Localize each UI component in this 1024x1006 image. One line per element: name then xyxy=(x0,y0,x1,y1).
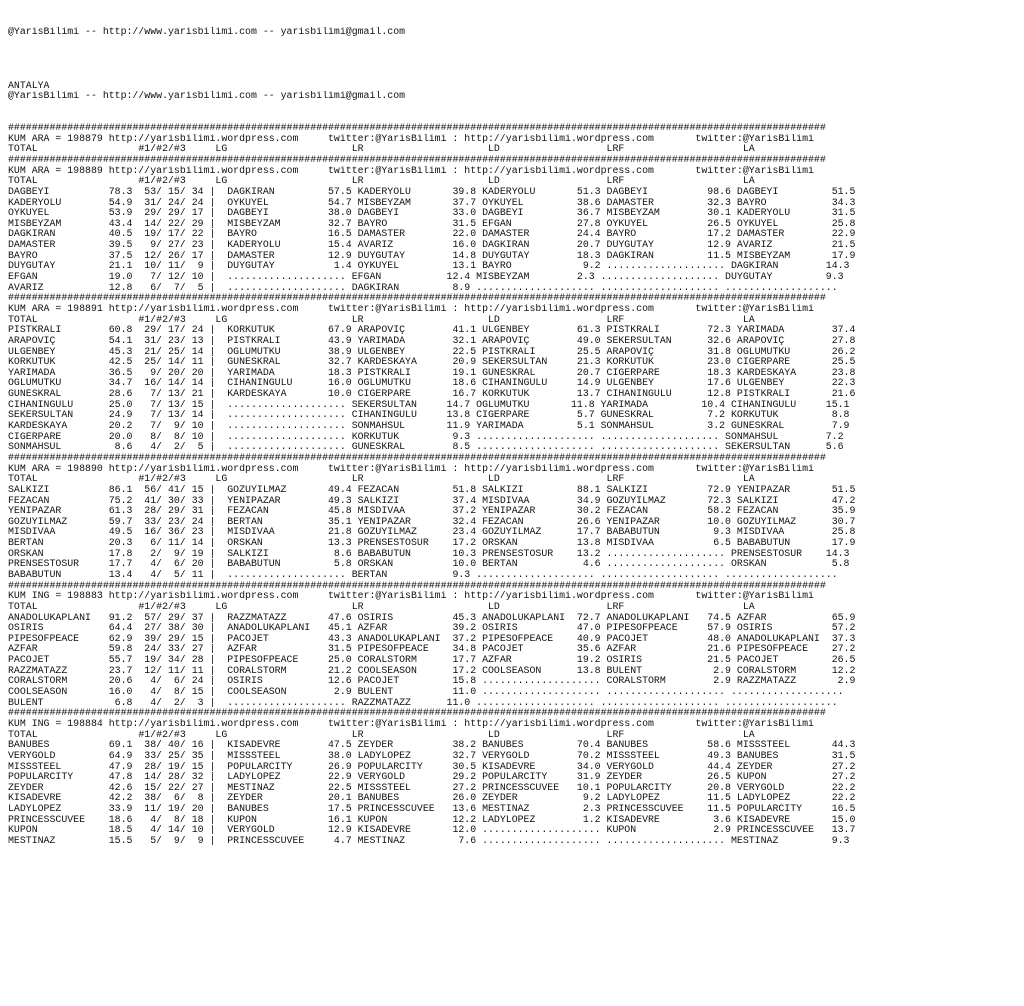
table-row: KADERYOLU 54.9 31/ 24/ 24 | ÖYKÜYEL 54.7 MISBEYZAM 37.7 ÖYKÜYEL 38.6 DAMASTER 32.3 BAYRO 34.3 xyxy=(8,197,856,208)
table-row: KARDESKAYA 20.2 7/ 9/ 10 | .................... SONMAHSÜL 11.9 YARIMADA 5.1 SONMAHSÜL 3.2 GÜNESKRAL 7.9 xyxy=(8,421,850,432)
site-credit-line: @YarisBilimi -- http://www.yarisbilimi.com -- yarisbilimi@gmail.com xyxy=(8,27,406,38)
table-row: LADYLOPEZ 33.9 11/ 19/ 20 | BANUBES 17.5 PRINCESSCUVEE 13.6 MESTINAZ 2.3 PRINCESSCUVEE 11.5 POPULARCITY 16.5 xyxy=(8,804,856,815)
document-lines xyxy=(8,27,1018,846)
site-credit-line: @YarisBilimi -- http://www.yarisbilimi.com -- yarisbilimi@gmail.com xyxy=(8,91,406,102)
table-row: ARAPOVIÇ 54.1 31/ 23/ 13 | PISTKRALI 43.9 YARIMADA 32.1 ARAPOVIÇ 49.0 SEKERSULTAN 32.6 ARAPOVIÇ 27.8 xyxy=(8,335,856,346)
table-row: PACOJET 55.7 19/ 34/ 28 | PIPESOFPEACE 25.0 CORALSTORM 17.7 AZFAR 19.2 OSIRIS 21.5 PACOJET 26.5 xyxy=(8,655,856,666)
separator-line: ########################################################################################################################################## xyxy=(8,708,826,719)
separator-line: ########################################################################################################################################## xyxy=(8,580,826,591)
separator-line: ########################################################################################################################################## xyxy=(8,293,826,304)
separator-line: ########################################################################################################################################## xyxy=(8,452,826,463)
table-row: MISBEYZAM 43.4 14/ 22/ 29 | MISBEYZAM 32.7 BAYRO 31.5 EFGAN 27.8 ÖYKÜYEL 26.5 ÖYKÜYEL 25.8 xyxy=(8,218,856,229)
table-row: ÜLGENBEY 45.3 21/ 25/ 14 | OGLUMUTKU 38.9 ÜLGENBEY 22.5 PISTKRALI 25.5 ARAPOVIÇ 31.8 OGLUMUTKU 26.2 xyxy=(8,346,856,357)
table-row: EFGAN 19.0 7/ 12/ 10 | .................... EFGAN 12.4 MISBEYZAM 2.3 .................... DUYGUTAY 9.3 xyxy=(8,272,844,283)
race-header-line: KUM ARA = 198879 http://yarisbilimi.wordpress.com twitter:@YarisBilimi : http://yarisbilimi.wordpress.com twitter:@YarisBilimi xyxy=(8,133,814,144)
blank-line xyxy=(8,112,1018,123)
table-row: PRENSESTOSUR 17.7 4/ 6/ 20 | BABABÜTÜN 5.8 ÖRSKAN 10.0 BERTAN 4.6 .................... ÖRSKAN 5.8 xyxy=(8,559,850,570)
table-row: BERTAN 20.3 6/ 11/ 14 | ÖRSKAN 13.3 PRENSESTOSUR 17.2 ÖRSKAN 13.8 MISDIVAA 6.5 BABABÜTÜN 17.9 xyxy=(8,538,856,549)
table-row: MESTINAZ 15.5 5/ 9/ 9 | PRINCESSCUVEE 4.7 MESTINAZ 7.6 .................... .................... MESTINAZ 9.3 xyxy=(8,836,850,846)
blank-line xyxy=(8,70,1018,81)
race-header-line: KUM ARA = 198891 http://yarisbilimi.wordpress.com twitter:@YarisBilimi : http://yarisbilimi.wordpress.com twitter:@YarisBilimi xyxy=(8,303,814,314)
table-row: YENIPAZAR 61.3 28/ 29/ 31 | FEZACAN 45.8 MISDIVAA 37.2 YENIPAZAR 30.2 FEZACAN 58.2 FEZACAN 35.9 xyxy=(8,506,856,517)
column-header-line: TOTAL #1/#2/#3 LG LR LD LRF LA xyxy=(8,314,755,325)
table-row: OGLUMUTKU 34.7 16/ 14/ 14 | CIHANINGÜLÜ 16.0 OGLUMUTKU 18.6 CIHANINGÜLÜ 14.9 ÜLGENBEY 17.6 ÜLGENBEY 22.3 xyxy=(8,378,856,389)
blank-line xyxy=(8,49,1018,60)
table-row: BAYRO 37.5 12/ 26/ 17 | DAMASTER 12.9 DUYGUTAY 14.8 DUYGUTAY 18.3 DAGKIRAN 11.5 MISBEYZAM 17.9 xyxy=(8,250,856,261)
race-header-line: KUM ING = 198884 http://yarisbilimi.wordpress.com twitter:@YarisBilimi : http://yarisbilimi.wordpress.com twitter:@YarisBilimi xyxy=(8,718,814,729)
table-row: PIPESOFPEACE 62.9 39/ 29/ 15 | PACOJET 43.3 ANADOLUKAPLANI 37.2 PIPESOFPEACE 40.9 PACOJET 48.0 ANADOLUKAPLANI 37.3 xyxy=(8,633,856,644)
table-row: SEKERSULTAN 24.9 7/ 13/ 14 | .................... CIHANINGÜLÜ 13.8 CIGERPARE 5.7 GÜNESKRAL 7.2 KÖRKÜTÜK 8.8 xyxy=(8,410,850,421)
table-row: PISTKRALI 60.8 29/ 17/ 24 | KÖRKÜTÜK 67.9 ARAPOVIÇ 41.1 ÜLGENBEY 61.3 PISTKRALI 72.3 YARIMADA 37.4 xyxy=(8,325,856,336)
separator-line: ########################################################################################################################################## xyxy=(8,155,826,165)
table-row: BANUBES 69.1 38/ 40/ 16 | KISADEVRE 47.5 ZEYDER 38.2 BANUBES 70.4 BANUBES 58.6 MISSSTEEL 44.3 xyxy=(8,740,856,751)
table-row: CIGERPARE 20.0 8/ 8/ 10 | .................... KÖRKÜTÜK 9.3 .................... .................... SONMAHSÜL 7.2 xyxy=(8,431,844,442)
table-row: VERYGOLD 64.9 33/ 25/ 35 | MISSSTEEL 38.0 LADYLOPEZ 32.7 VERYGOLD 70.2 MISSSTEEL 49.3 BANUBES 31.5 xyxy=(8,750,856,761)
table-row: OSIRIS 64.4 27/ 38/ 30 | ANADOLUKAPLANI 45.1 AZFAR 39.2 OSIRIS 47.0 PIPESOFPEACE 57.9 OSIRIS 57.2 xyxy=(8,623,856,634)
table-row: KÖRKÜTÜK 42.5 25/ 14/ 11 | GÜNESKRAL 32.7 KARDESKAYA 20.9 SEKERSULTAN 21.3 KÖRKÜTÜK 23.0 CIGERPARE 25.5 xyxy=(8,357,856,368)
table-row: RAZZMATAZZ 23.7 12/ 11/ 11 | CORALSTORM 21.2 COOLSEASON 17.2 COOLSEASON 13.8 BÜLENT 2.9 CORALSTORM 12.2 xyxy=(8,665,856,676)
table-row: ÖRSKAN 17.8 2/ 9/ 19 | SALKIZI 8.6 BABABÜTÜN 10.3 PRENSESTOSUR 13.2 .................... PRENSESTOSUR 14.3 xyxy=(8,548,850,559)
table-row: FEZACAN 75.2 41/ 30/ 33 | YENIPAZAR 49.3 SALKIZI 37.4 MISDIVAA 34.9 GÖZÜYILMAZ 72.3 SALKIZI 47.2 xyxy=(8,495,856,506)
table-row: SALKIZI 86.1 56/ 41/ 15 | GÖZÜYILMAZ 49.4 FEZACAN 51.8 SALKIZI 88.1 SALKIZI 72.9 YENIPAZAR 51.5 xyxy=(8,484,856,495)
table-row: BABABÜTÜN 13.4 4/ 5/ 11 | .................... BERTAN 9.3 .................... .................... ................... xyxy=(8,569,838,580)
table-row: CORALSTORM 20.6 4/ 6/ 24 | OSIRIS 12.6 PACOJET 15.8 .................... CORALSTORM 2.9 RAZZMATAZZ 2.9 xyxy=(8,676,856,687)
column-header-line: TOTAL #1/#2/#3 LG LR LD LRF LA xyxy=(8,144,755,155)
column-header-line: TOTAL #1/#2/#3 LG LR LD LRF LA xyxy=(8,474,755,485)
separator-line: ########################################################################################################################################## xyxy=(8,123,826,134)
text-document xyxy=(8,6,1018,857)
column-header-line: TOTAL #1/#2/#3 LG LR LD LRF LA xyxy=(8,601,755,612)
race-header-line: KUM ARA = 198890 http://yarisbilimi.wordpress.com twitter:@YarisBilimi : http://yarisbilimi.wordpress.com twitter:@YarisBilimi xyxy=(8,463,814,474)
table-row: KUPON 18.5 4/ 14/ 10 | VERYGOLD 12.9 KISADEVRE 12.0 .................... KUPON 2.9 PRINCESSCUVEE 13.7 xyxy=(8,825,856,836)
text-line: ANTALYA xyxy=(8,80,50,91)
blank-line xyxy=(8,38,1018,49)
table-row: AVARIZ 12.8 6/ 7/ 5 | .................... DAGKIRAN 8.9 .................... .................... ................... xyxy=(8,282,838,293)
table-row: ANADOLUKAPLANI 91.2 57/ 29/ 37 | RAZZMATAZZ 47.6 OSIRIS 45.3 ANADOLUKAPLANI 72.7 ANADOLUKAPLANI 74.5 AZFAR 65.9 xyxy=(8,612,856,623)
table-row: MISSSTEEL 47.9 28/ 19/ 15 | POPULARCITY 26.9 POPULARCITY 30.5 KISADEVRE 34.0 VERYGOLD 44.4 ZEYDER 27.2 xyxy=(8,761,856,772)
table-row: DUYGUTAY 21.1 10/ 11/ 9 | DUYGUTAY 1.4 ÖYKÜYEL 13.1 BAYRO 9.2 .................... DAGKIRAN 14.3 xyxy=(8,261,850,272)
table-row: YARIMADA 36.5 9/ 20/ 20 | YARIMADA 18.3 PISTKRALI 19.1 GÜNESKRAL 20.7 CIGERPARE 18.3 KARDESKAYA 23.8 xyxy=(8,367,856,378)
table-row: DAGBEYI 78.3 53/ 15/ 34 | DAGKIRAN 57.5 KADERYOLU 39.8 KADERYOLU 51.3 DAGBEYI 98.6 DAGBEYI 51.5 xyxy=(8,186,856,197)
column-header-line: TOTAL #1/#2/#3 LG LR LD LRF LA xyxy=(8,729,755,740)
table-row: ZEYDER 42.6 15/ 22/ 27 | MESTINAZ 22.5 MISSSTEEL 27.2 PRINCESSCUVEE 10.1 POPULARCITY 20.8 VERYGOLD 22.2 xyxy=(8,782,856,793)
table-row: DAGKIRAN 40.5 19/ 17/ 22 | BAYRO 16.5 DAMASTER 22.0 DAMASTER 24.4 BAYRO 17.2 DAMASTER 22.9 xyxy=(8,229,856,240)
table-row: CIHANINGÜLÜ 25.0 7/ 13/ 15 | .................... SEKERSULTAN 14.7 OGLUMUTKU 11.8 YARIMADA 10.4 CIHANINGÜLÜ 15.1 xyxy=(8,399,850,410)
blank-line xyxy=(8,59,1018,70)
table-row: POPULARCITY 47.8 14/ 28/ 32 | LADYLOPEZ 22.9 VERYGOLD 29.2 POPULARCITY 31.9 ZEYDER 26.5 KUPON 27.2 xyxy=(8,772,856,783)
race-header-line: KUM ARA = 198889 http://yarisbilimi.wordpress.com twitter:@YarisBilimi : http://yarisbilimi.wordpress.com twitter:@YarisBilimi xyxy=(8,165,814,176)
table-row: DAMASTER 39.5 9/ 27/ 23 | KADERYOLU 15.4 AVARIZ 16.0 DAGKIRAN 20.7 DUYGUTAY 12.9 AVARIZ 21.5 xyxy=(8,240,856,251)
blank-line xyxy=(8,102,1018,113)
table-row: ÖYKÜYEL 53.9 29/ 29/ 17 | DAGBEYI 38.0 DAGBEYI 33.0 DAGBEYI 36.7 MISBEYZAM 30.1 KADERYOLU 31.5 xyxy=(8,208,856,219)
table-row: BÜLENT 6.8 4/ 2/ 3 | .................... RAZZMATAZZ 11.0 .................... .................... ................... xyxy=(8,697,838,708)
table-row: MISDIVAA 49.5 16/ 36/ 23 | MISDIVAA 21.8 GÖZÜYILMAZ 23.4 GÖZÜYILMAZ 17.7 BABABÜTÜN 9.3 MISDIVAA 25.8 xyxy=(8,527,856,538)
table-row: PRINCESSCUVEE 18.6 4/ 8/ 18 | KUPON 16.1 KUPON 12.2 LADYLOPEZ 1.2 KISADEVRE 3.6 KISADEVRE 15.0 xyxy=(8,814,856,825)
table-row: AZFAR 59.8 24/ 33/ 27 | AZFAR 31.5 PIPESOFPEACE 34.8 PACOJET 35.6 AZFAR 21.6 PIPESOFPEACE 27.2 xyxy=(8,644,856,655)
table-row: COOLSEASON 16.0 4/ 8/ 15 | COOLSEASON 2.9 BÜLENT 11.0 .................... .................... ................... xyxy=(8,687,844,698)
column-header-line: TOTAL #1/#2/#3 LG LR LD LRF LA xyxy=(8,176,755,187)
table-row: GÜNESKRAL 28.6 7/ 13/ 21 | KARDESKAYA 10.0 CIGERPARE 16.7 KÖRKÜTÜK 13.7 CIHANINGÜLÜ 12.8 PISTKRALI 21.6 xyxy=(8,389,856,400)
race-header-line: KUM ING = 198883 http://yarisbilimi.wordpress.com twitter:@YarisBilimi : http://yarisbilimi.wordpress.com twitter:@YarisBilimi xyxy=(8,591,814,602)
table-row: KISADEVRE 42.2 38/ 6/ 8 | ZEYDER 20.1 BANUBES 26.0 ZEYDER 9.2 LADYLOPEZ 11.5 LADYLOPEZ 22.2 xyxy=(8,793,856,804)
table-row: SONMAHSÜL 8.6 4/ 2/ 5 | .................... GÜNESKRAL 8.5 .................... .................... SEKERSULTAN 5.6 xyxy=(8,442,844,453)
table-row: GÖZÜYILMAZ 59.7 33/ 23/ 24 | BERTAN 35.1 YENIPAZAR 32.4 FEZACAN 26.6 YENIPAZAR 10.0 GÖZÜYILMAZ 30.7 xyxy=(8,516,856,527)
